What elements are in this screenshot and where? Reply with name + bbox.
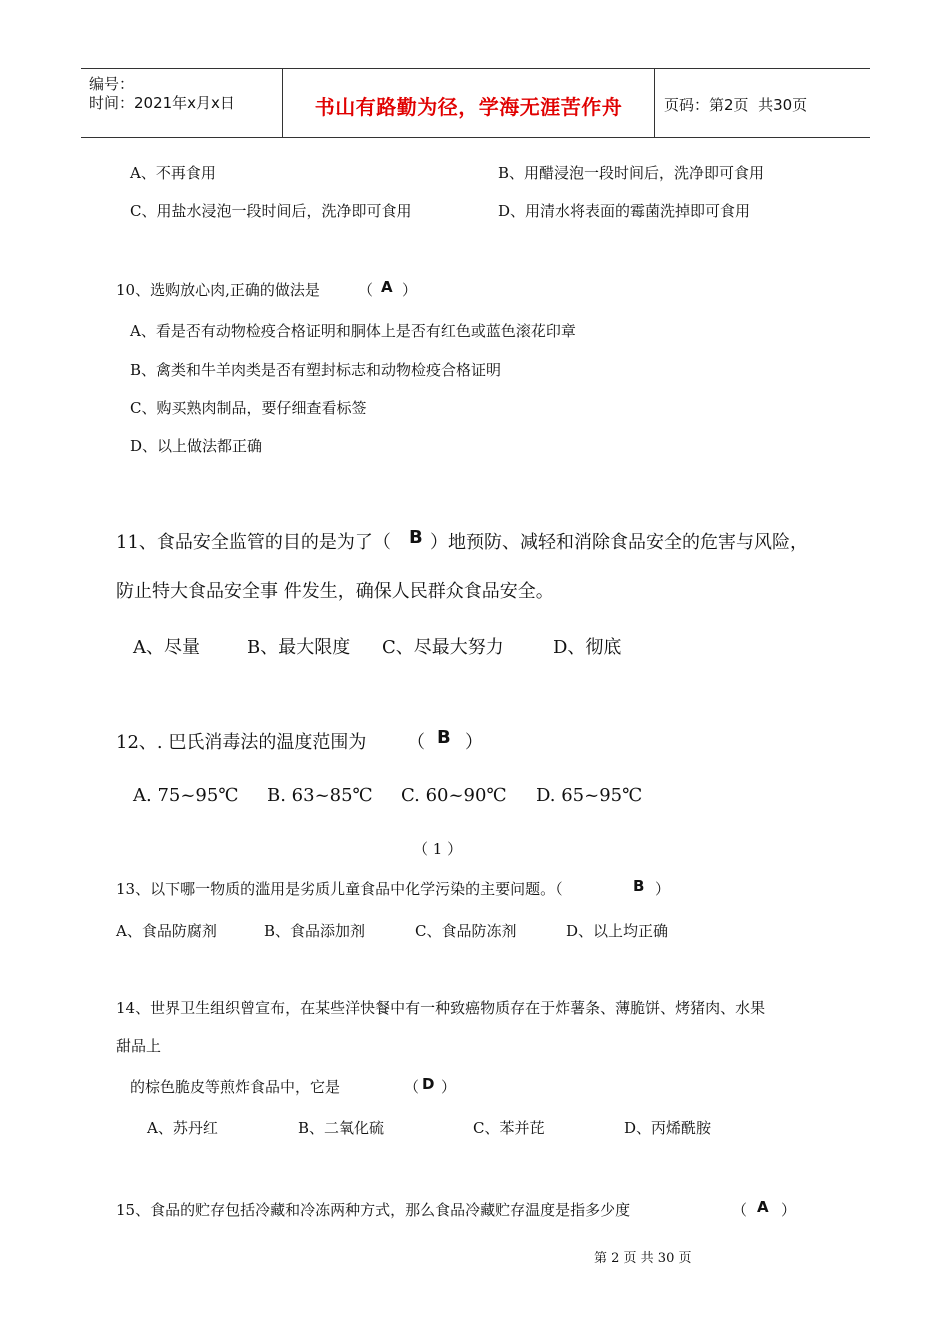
q12-paren-open: （ — [407, 732, 425, 753]
q13-option-b: B、食品添加剂 — [264, 922, 366, 940]
q12-option-b: B. 63~85℃ — [267, 785, 373, 806]
q9-option-d: D、用清水将表面的霉菌洗掉即可食用 — [498, 202, 751, 220]
q12-option-c: C. 60~90℃ — [401, 785, 507, 806]
serial-label: 编号： — [89, 75, 135, 93]
page-info: 页码：第2页 共30页 — [664, 96, 808, 114]
q14-stem-line2: 甜品上 — [116, 1037, 162, 1055]
q14-option-b: B、二氧化硫 — [298, 1119, 385, 1137]
q13-stem: 13、以下哪一物质的滥用是劣质儿童食品中化学污染的主要问题。（ — [116, 880, 563, 898]
q13-option-a: A、食品防腐剂 — [116, 922, 217, 940]
q12-option-a: A. 75~95℃ — [133, 785, 239, 806]
q14-option-d: D、丙烯酰胺 — [624, 1119, 712, 1137]
q9-option-a: A、不再食用 — [130, 164, 216, 182]
q10-option-b: B、禽类和牛羊肉类是否有塑封标志和动物检疫合格证明 — [130, 361, 502, 379]
header-page-cell — [655, 69, 870, 137]
q12-paren-close: ） — [465, 732, 483, 753]
q10-paren-close: ） — [402, 281, 418, 299]
q10-paren-open: （ — [358, 281, 374, 299]
q14-stem-line1: 14、世界卫生组织曾宣布，在某些洋快餐中有一种致癌物质存在于炸薯条、薄脆饼、烤猪肉、水果 — [116, 999, 766, 1017]
q14-stem-line3: 的棕色脆皮等煎炸食品中，它是 — [130, 1078, 341, 1096]
q15-paren-close: ） — [781, 1201, 797, 1219]
page-footer: 第 2 页 共 30 页 — [594, 1251, 692, 1266]
q13-option-d: D、以上均正确 — [566, 922, 669, 940]
q10-answer: A — [381, 278, 393, 296]
q13-option-c: C、食品防冻剂 — [415, 922, 517, 940]
q10-stem: 10、选购放心肉,正确的做法是 — [116, 281, 320, 299]
q10-option-c: C、购买熟肉制品，要仔细查看标签 — [130, 399, 367, 417]
q11-option-d: D、彻底 — [553, 637, 622, 658]
q11-stem-line2: 防止特大食品安全事 件发生，确保人民群众食品安全。 — [116, 581, 554, 602]
q14-paren-open: （ — [404, 1078, 420, 1096]
q12-option-d: D. 65~95℃ — [536, 785, 643, 806]
motto: 书山有路勤为径，学海无涯苦作舟 — [314, 95, 623, 119]
q14-option-c: C、苯并芘 — [473, 1119, 545, 1137]
header-meta-cell — [81, 69, 283, 137]
q15-stem: 15、食品的贮存包括冷藏和冷冻两种方式，那么食品冷藏贮存温度是指多少度 — [116, 1201, 631, 1219]
q11-stem-after: ）地预防、减轻和消除食品安全的危害与风险， — [430, 532, 808, 553]
q11-stem-before: 11、食品安全监管的目的是为了（ — [116, 532, 391, 553]
header-motto-cell — [283, 69, 655, 137]
q15-answer: A — [757, 1198, 769, 1216]
q14-paren-close: ） — [441, 1078, 457, 1096]
q9-option-c: C、用盐水浸泡一段时间后，洗净即可食用 — [130, 202, 412, 220]
q13-paren-close: ） — [655, 880, 671, 898]
q14-answer: D — [422, 1075, 435, 1093]
q12-answer: B — [437, 727, 451, 748]
q9-option-b: B、用醋浸泡一段时间后，洗净即可食用 — [498, 164, 765, 182]
q10-option-a: A、看是否有动物检疫合格证明和胴体上是否有红色或蓝色滚花印章 — [130, 322, 576, 340]
page-header — [81, 68, 870, 138]
q15-paren-open: （ — [732, 1201, 748, 1219]
time-label: 时间：2021年x月x日 — [89, 94, 235, 112]
q11-answer: B — [409, 527, 423, 548]
q12-stem: 12、. 巴氏消毒法的温度范围为 — [116, 732, 367, 753]
page-mark: （ 1 ） — [413, 840, 463, 858]
q11-option-a: A、尽量 — [133, 637, 200, 658]
q10-option-d: D、以上做法都正确 — [130, 437, 263, 455]
q11-option-c: C、尽最大努力 — [382, 637, 504, 658]
q13-answer: B — [633, 877, 645, 895]
q14-option-a: A、苏丹红 — [147, 1119, 218, 1137]
q11-option-b: B、最大限度 — [247, 637, 351, 658]
